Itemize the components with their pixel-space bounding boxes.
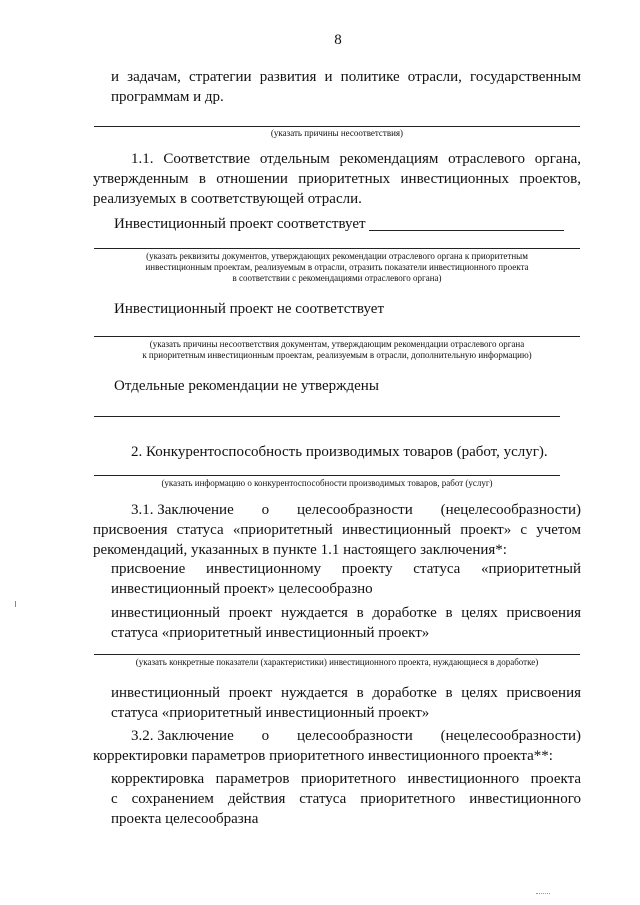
section-3-2-word-1: 3.2. Заключение [131,728,234,744]
blank-line-competitiveness [94,475,560,476]
section-3-1-word-4: (нецелесообразности) [440,502,581,518]
option-4-line-2: с сохранением действия статуса приоритетного инвестиционного [111,791,581,807]
option-4-line-3: проекта целесообразна [111,811,259,827]
option-1-line-2: инвестиционный проект» целесообразно [111,581,373,597]
intro-line-1: и задачам, стратегии развития и политике отрасли, государственным [111,69,581,85]
hint-not-complies-2: к приоритетным инвестиционным проектам, реализуемым в отрасли, дополнительную информацию) [142,350,532,360]
hint-competitiveness: (указать информацию о конкурентоспособности производимых товаров, работ (услуг) [161,478,493,488]
option-3-line-1: инвестиционный проект нуждается в доработке в целях присвоения [111,685,581,701]
option-2-line-1: инвестиционный проект нуждается в доработке в целях присвоения [111,605,581,621]
section-3-2-word-3: целесообразности [297,728,413,744]
project-complies-label: Инвестиционный проект соответствует [114,216,366,232]
section-3-2-word-4: (нецелесообразности) [440,728,581,744]
project-not-complies-label: Инвестиционный проект не соответствует [114,301,384,317]
blank-line-indicators [94,654,580,655]
option-3-line-2: статуса «приоритетный инвестиционный проект» [111,705,430,721]
hint-complies-1: (указать реквизиты документов, утверждающих рекомендации отраслевого органа к приоритетным [146,251,528,261]
scan-mark [15,601,16,607]
hint-not-complies-1: (указать причины несоответствия документам, утверждающим рекомендации отраслевого органа [149,339,525,349]
section-3-1-word-3: целесообразности [297,502,413,518]
page-number: 8 [334,32,342,48]
section-1-1-line-2: утвержденным в отношении приоритетных инвестиционных проектов, [93,171,581,187]
section-3-1-line-1 [131,500,581,520]
blank-line-complies-inline [369,230,564,231]
section-3-1-line-3: рекомендаций, указанных в пункте 1.1 настоящего заключения*: [93,542,507,558]
option-2-line-2: статуса «приоритетный инвестиционный проект» [111,625,430,641]
blank-line-not-complies [94,336,580,337]
hint-complies-2: инвестиционным проектам, реализуемым в отрасли, отразить показатели инвестиционного проекта [145,262,529,272]
scan-dots [536,893,550,896]
section-3-1-word-2: о [261,502,270,518]
hint-indicators: (указать конкретные показатели (характеристики) инвестиционного проекта, нуждающиеся в доработке) [135,657,539,667]
blank-line-complies [94,248,580,249]
option-4-line-1: корректировка параметров приоритетного инвестиционного проекта [111,771,581,787]
hint-mismatch: (указать причины несоответствия) [270,128,404,138]
blank-line-no-recommendations [94,416,560,417]
section-1-1-line-3: реализуемых в соответствующей отрасли. [93,191,362,207]
no-recommendations-label: Отдельные рекомендации не утверждены [114,378,379,394]
hint-complies-3: в соответствии с рекомендациями отраслевого органа) [232,273,442,283]
section-3-1-word-1: 3.1. Заключение [131,502,234,518]
blank-line-mismatch [94,126,580,127]
section-3-2-line-2: корректировки параметров приоритетного инвестиционного проекта**: [93,748,553,764]
option-1-line-1: присвоение инвестиционному проекту статуса «приоритетный [111,561,581,577]
intro-line-2: программам и др. [111,89,224,105]
section-1-1-line-1: 1.1. Соответствие отдельным рекомендациям отраслевого органа, [131,151,581,167]
section-3-2-line-1 [131,726,581,746]
section-2-title: 2. Конкурентоспособность производимых товаров (работ, услуг). [131,444,548,460]
section-3-1-line-2: присвоения статуса «приоритетный инвестиционный проект» с учетом [93,522,581,538]
section-3-2-word-2: о [261,728,270,744]
